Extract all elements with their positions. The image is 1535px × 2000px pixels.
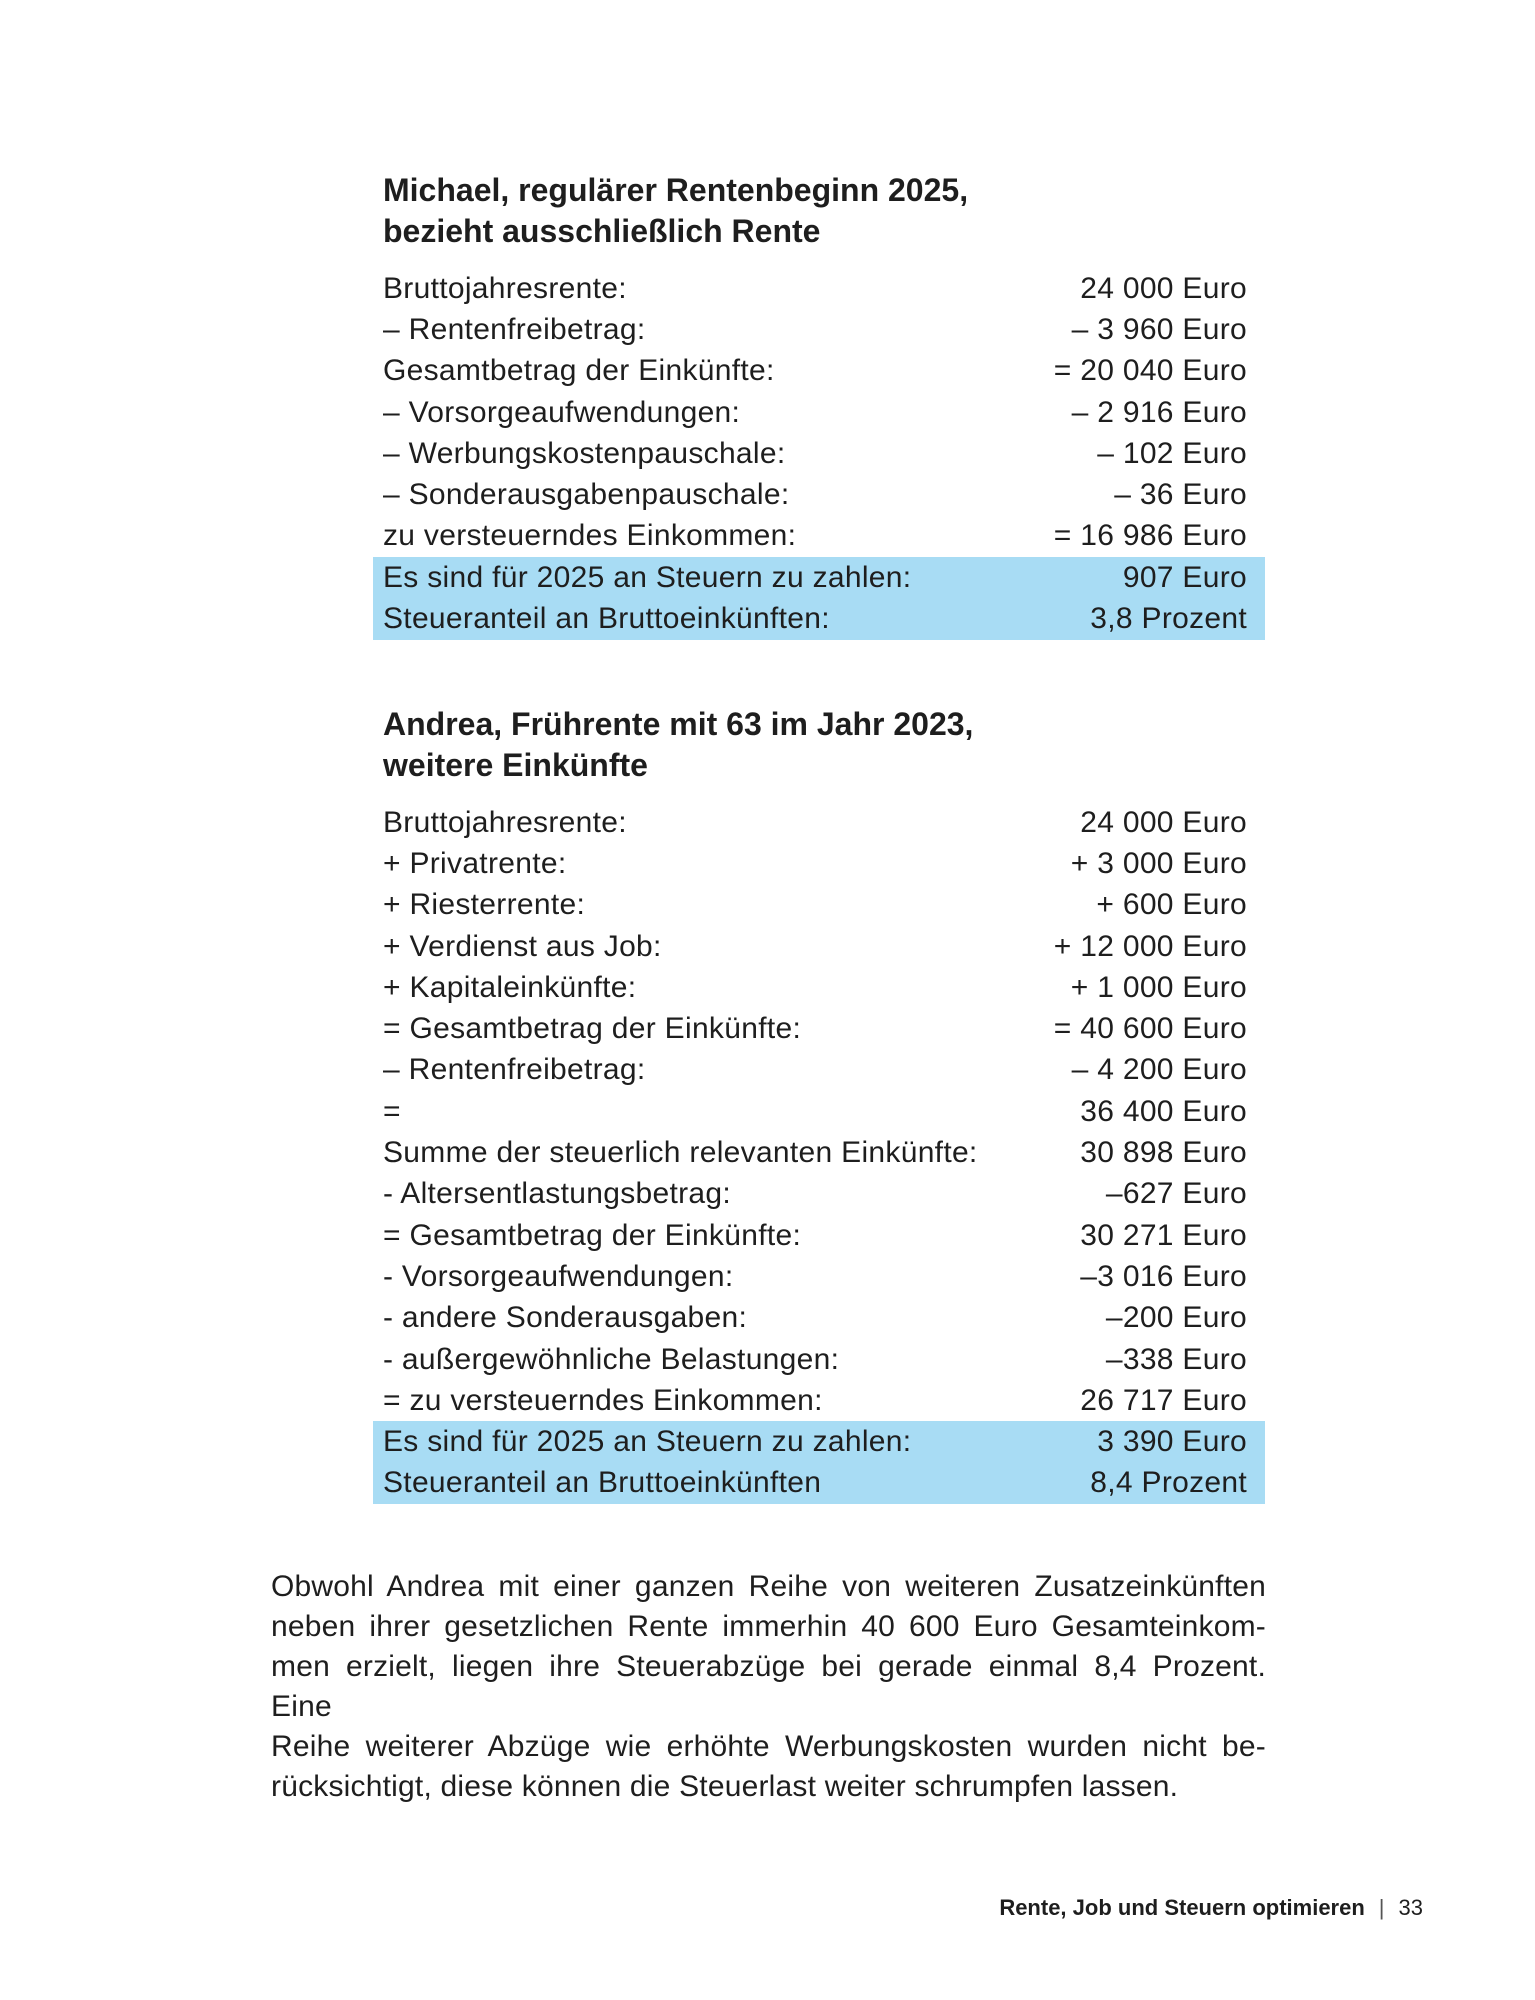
row-label: - andere Sonderausgaben: bbox=[383, 1301, 748, 1335]
calc-row bbox=[373, 351, 1265, 392]
example-title-andrea bbox=[383, 704, 1265, 786]
calc-row bbox=[373, 392, 1265, 433]
calc-row bbox=[373, 516, 1265, 557]
calc-row bbox=[373, 1339, 1265, 1380]
calc-row bbox=[373, 1091, 1265, 1132]
page-number: 33 bbox=[1398, 1895, 1423, 1920]
row-value: 3 390 Euro bbox=[1097, 1425, 1247, 1459]
paragraph-line: Obwohl Andrea mit einer ganzen Reihe von weiteren Zusatzeinkünften bbox=[271, 1570, 1266, 1603]
calc-row bbox=[373, 967, 1265, 1008]
footer-separator: | bbox=[1378, 1895, 1385, 1920]
title-line-1: Andrea, Frührente mit 63 im Jahr 2023, bbox=[383, 706, 974, 742]
row-value: 30 271 Euro bbox=[1080, 1218, 1247, 1252]
row-label: Gesamtbetrag der Einkünfte: bbox=[383, 354, 775, 388]
page-footer bbox=[999, 1895, 1423, 1921]
calculation-table-andrea bbox=[373, 802, 1265, 1504]
calc-row bbox=[373, 1298, 1265, 1339]
row-value: – 102 Euro bbox=[1097, 436, 1247, 470]
calc-row bbox=[373, 474, 1265, 515]
row-value: 26 717 Euro bbox=[1080, 1383, 1247, 1417]
calc-row bbox=[373, 926, 1265, 967]
row-label: - Altersentlastungsbetrag: bbox=[383, 1177, 731, 1211]
highlighted-share-row bbox=[373, 1463, 1265, 1504]
row-value: – 3 960 Euro bbox=[1071, 312, 1247, 346]
row-label: Steueranteil an Bruttoeinkünften bbox=[383, 1466, 822, 1500]
row-value: + 12 000 Euro bbox=[1053, 929, 1247, 963]
row-label: zu versteuerndes Einkommen: bbox=[383, 519, 797, 553]
row-label: + Privatrente: bbox=[383, 846, 567, 880]
row-label: = Gesamtbetrag der Einkünfte: bbox=[383, 1218, 802, 1252]
row-value: –3 016 Euro bbox=[1080, 1259, 1247, 1293]
row-value: – 4 200 Euro bbox=[1071, 1053, 1247, 1087]
row-label: - außergewöhnliche Belastungen: bbox=[383, 1342, 840, 1376]
row-value: + 1 000 Euro bbox=[1070, 970, 1247, 1004]
title-line-2: weitere Einkünfte bbox=[383, 747, 648, 783]
row-value: = 16 986 Euro bbox=[1053, 519, 1247, 553]
calc-row bbox=[373, 268, 1265, 309]
row-value: 8,4 Prozent bbox=[1090, 1466, 1247, 1500]
row-value: –200 Euro bbox=[1105, 1301, 1247, 1335]
calc-row bbox=[373, 1132, 1265, 1173]
calc-row bbox=[373, 1380, 1265, 1421]
row-label: = Gesamtbetrag der Einkünfte: bbox=[383, 1012, 802, 1046]
row-value: 907 Euro bbox=[1122, 560, 1247, 594]
row-label: + Riesterrente: bbox=[383, 888, 586, 922]
row-label: – Rentenfreibetrag: bbox=[383, 312, 646, 346]
calc-row bbox=[373, 1174, 1265, 1215]
row-value: + 3 000 Euro bbox=[1070, 846, 1247, 880]
row-value: + 600 Euro bbox=[1096, 888, 1247, 922]
calc-row bbox=[373, 1008, 1265, 1049]
row-label: – Werbungskostenpauschale: bbox=[383, 436, 786, 470]
row-value: 3,8 Prozent bbox=[1090, 602, 1247, 636]
row-value: = 20 040 Euro bbox=[1053, 354, 1247, 388]
running-title: Rente, Job und Steuern optimieren bbox=[999, 1895, 1365, 1920]
body-paragraph bbox=[271, 1567, 1266, 1807]
row-label: = zu versteuerndes Einkommen: bbox=[383, 1383, 823, 1417]
row-label: + Verdienst aus Job: bbox=[383, 929, 662, 963]
title-line-2: bezieht ausschließlich Rente bbox=[383, 213, 821, 249]
paragraph-line: men erzielt, liegen ihre Steuerabzüge bei gerade einmal 8,4 Prozent. Eine bbox=[271, 1650, 1266, 1723]
row-label: Es sind für 2025 an Steuern zu zahlen: bbox=[383, 560, 912, 594]
row-value: –338 Euro bbox=[1105, 1342, 1247, 1376]
paragraph-line: Reihe weiterer Abzüge wie erhöhte Werbungskosten wurden nicht be- bbox=[271, 1730, 1266, 1763]
row-value: 24 000 Euro bbox=[1080, 271, 1247, 305]
row-label: – Vorsorgeaufwendungen: bbox=[383, 395, 741, 429]
title-line-1: Michael, regulärer Rentenbeginn 2025, bbox=[383, 172, 969, 208]
example-box-michael bbox=[373, 170, 1265, 640]
paragraph-line: rücksichtigt, diese können die Steuerlast weiter schrumpfen lassen. bbox=[271, 1770, 1179, 1803]
row-value: –627 Euro bbox=[1105, 1177, 1247, 1211]
row-label: Es sind für 2025 an Steuern zu zahlen: bbox=[383, 1425, 912, 1459]
row-label: + Kapitaleinkünfte: bbox=[383, 970, 637, 1004]
row-label: = bbox=[383, 1094, 401, 1128]
row-label: – Rentenfreibetrag: bbox=[383, 1053, 646, 1087]
calc-row bbox=[373, 1050, 1265, 1091]
calc-row bbox=[373, 1215, 1265, 1256]
calc-row bbox=[373, 1256, 1265, 1297]
calc-row bbox=[373, 433, 1265, 474]
row-label: Bruttojahresrente: bbox=[383, 805, 627, 839]
highlighted-share-row bbox=[373, 598, 1265, 639]
row-label: – Sonderausgabenpauschale: bbox=[383, 478, 790, 512]
example-title-michael bbox=[383, 170, 1265, 252]
row-value: 30 898 Euro bbox=[1080, 1136, 1247, 1170]
paragraph-line: neben ihrer gesetzlichen Rente immerhin 40 600 Euro Gesamteinkom- bbox=[271, 1610, 1266, 1643]
row-value: – 36 Euro bbox=[1114, 478, 1247, 512]
row-value: = 40 600 Euro bbox=[1053, 1012, 1247, 1046]
row-value: – 2 916 Euro bbox=[1071, 395, 1247, 429]
calculation-table-michael bbox=[373, 268, 1265, 640]
highlighted-tax-row bbox=[373, 557, 1265, 598]
row-label: Summe der steuerlich relevanten Einkünfte: bbox=[383, 1136, 978, 1170]
example-box-andrea bbox=[373, 704, 1265, 1504]
calc-row bbox=[373, 843, 1265, 884]
row-label: Bruttojahresrente: bbox=[383, 271, 627, 305]
highlighted-tax-row bbox=[373, 1421, 1265, 1462]
row-value: 24 000 Euro bbox=[1080, 805, 1247, 839]
row-value: 36 400 Euro bbox=[1080, 1094, 1247, 1128]
calc-row bbox=[373, 309, 1265, 350]
calc-row bbox=[373, 802, 1265, 843]
row-label: Steueranteil an Bruttoeinkünften: bbox=[383, 602, 830, 636]
calc-row bbox=[373, 885, 1265, 926]
row-label: - Vorsorgeaufwendungen: bbox=[383, 1259, 734, 1293]
